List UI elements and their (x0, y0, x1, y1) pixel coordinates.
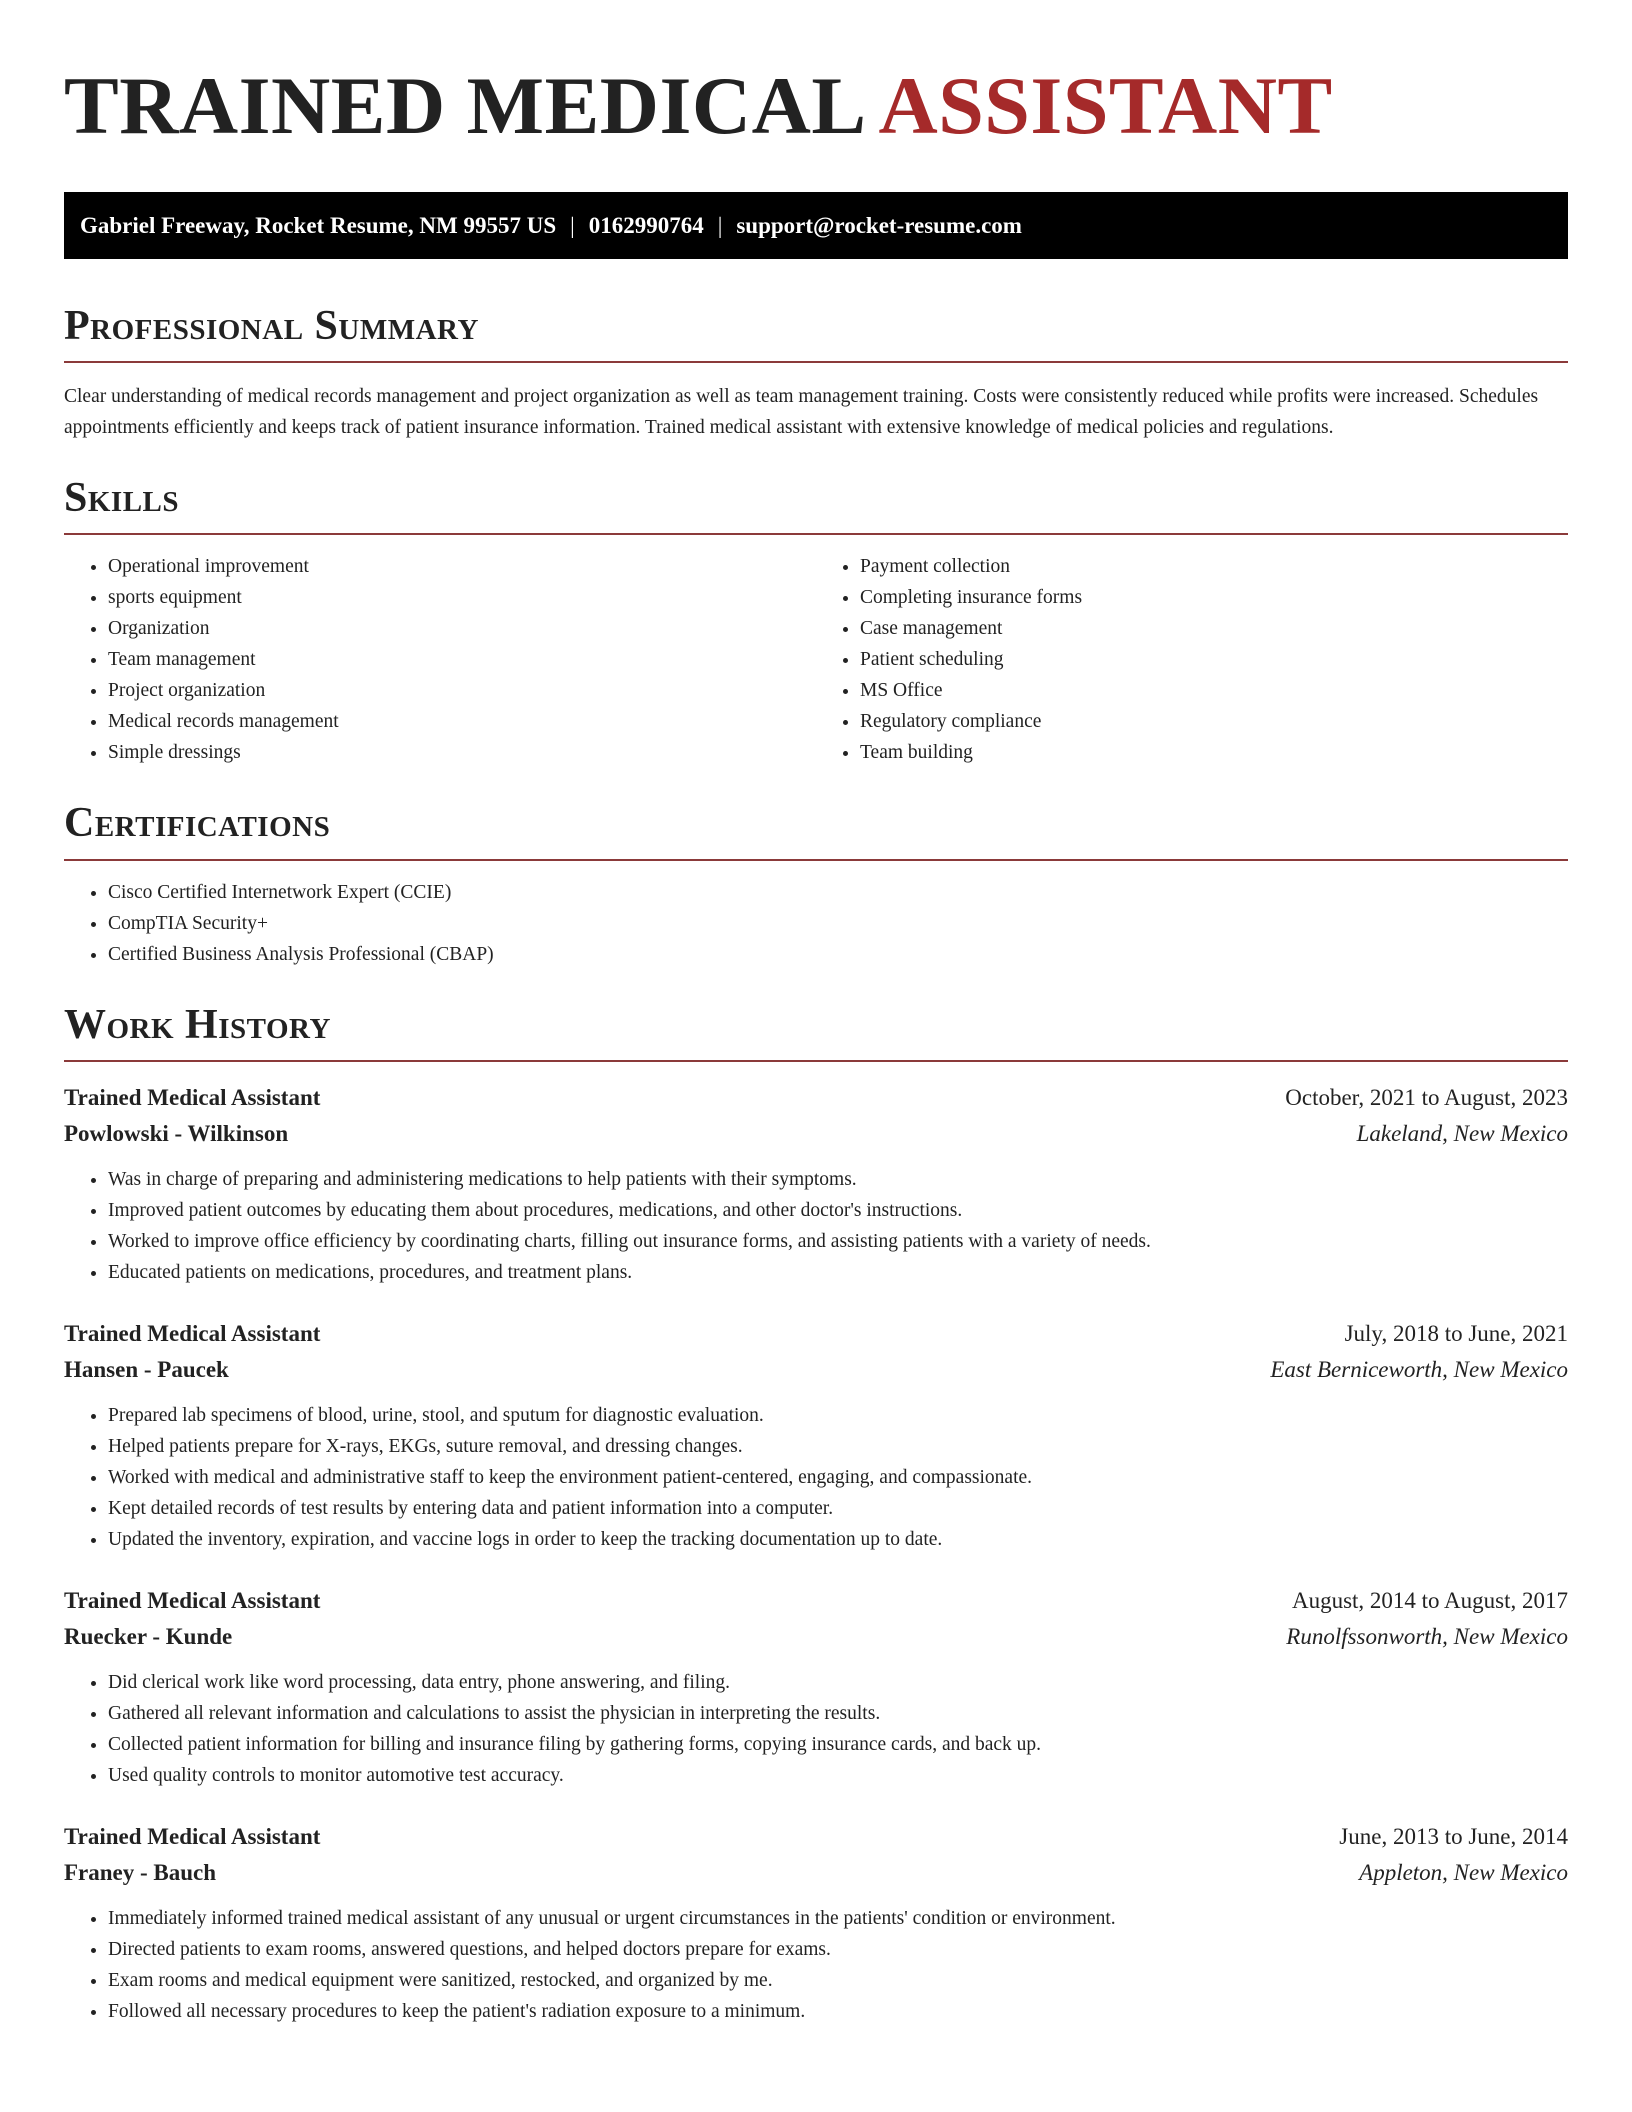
job-title: Trained Medical Assistant (64, 1587, 321, 1613)
job-duty: • Immediately informed trained medical assistant of any unusual or urgent circumstances in the patients' condition or environment. (108, 1903, 1568, 1934)
resume-title (64, 56, 1568, 156)
contact-email: support@rocket-resume.com (736, 212, 1022, 238)
job-duty: • Helped patients prepare for X-rays, EKGs, suture removal, and dressing changes. (108, 1431, 1568, 1462)
job-duty: • Kept detailed records of test results by entering data and patient information into a computer. (108, 1493, 1568, 1524)
contact-separator: | (717, 212, 723, 238)
summary-section (64, 303, 1568, 443)
job-duty: • Was in charge of preparing and administering medications to help patients with their symptoms. (108, 1164, 1568, 1195)
skill-item: • Organization (108, 613, 816, 644)
job-entry (64, 1819, 1568, 2027)
job-header-row (64, 1080, 1568, 1116)
contact-phone: 0162990764 (588, 212, 704, 238)
certification-item: • Certified Business Analysis Professional (CBAP) (108, 939, 1568, 970)
skill-item: • Completing insurance forms (860, 582, 1568, 613)
job-duty: • Did clerical work like word processing, data entry, phone answering, and filing. (108, 1667, 1568, 1698)
job-title: Trained Medical Assistant (64, 1084, 321, 1110)
skill-item: • sports equipment (108, 582, 816, 613)
job-header-row (64, 1583, 1568, 1619)
contact-address: Gabriel Freeway, Rocket Resume, NM 99557 US (80, 212, 557, 238)
job-company: Ruecker - Kunde (64, 1623, 233, 1649)
skill-item: • Medical records management (108, 706, 816, 737)
job-company-row (64, 1116, 1568, 1152)
job-dates: July, 2018 to June, 2021 (1344, 1320, 1568, 1346)
skill-item: • Team management (108, 644, 816, 675)
job-title: Trained Medical Assistant (64, 1320, 321, 1346)
skills-list-right (816, 551, 1568, 768)
skill-item: • Regulatory compliance (860, 706, 1568, 737)
job-entry (64, 1583, 1568, 1791)
section-heading-summary: Professional Summary (64, 303, 1568, 363)
section-heading-work: Work History (64, 1002, 1568, 1062)
work-history-section (64, 1002, 1568, 2027)
certification-item: • CompTIA Security+ (108, 908, 1568, 939)
job-duty: • Exam rooms and medical equipment were sanitized, restocked, and organized by me. (108, 1965, 1568, 1996)
job-duty: • Worked to improve office efficiency by coordinating charts, filling out insurance forms, and assisting patients with a variety of needs. (108, 1226, 1568, 1257)
skill-item: • MS Office (860, 675, 1568, 706)
job-company: Hansen - Paucek (64, 1356, 229, 1382)
job-duty: • Gathered all relevant information and calculations to assist the physician in interpreting the results. (108, 1698, 1568, 1729)
skill-item: • Payment collection (860, 551, 1568, 582)
job-duty: • Followed all necessary procedures to keep the patient's radiation exposure to a minimum. (108, 1996, 1568, 2027)
job-entry (64, 1080, 1568, 1288)
job-location: Runolfssonworth, New Mexico (1286, 1623, 1568, 1649)
job-header-row (64, 1316, 1568, 1352)
job-company: Powlowski - Wilkinson (64, 1120, 289, 1146)
certification-item: • Cisco Certified Internetwork Expert (CCIE) (108, 877, 1568, 908)
job-duty: • Used quality controls to monitor automotive test accuracy. (108, 1760, 1568, 1791)
job-duties-list (64, 1164, 1568, 1288)
job-duty: • Directed patients to exam rooms, answered questions, and helped doctors prepare for exams. (108, 1934, 1568, 1965)
job-duty: • Improved patient outcomes by educating them about procedures, medications, and other doctor's instructions. (108, 1195, 1568, 1226)
job-entry (64, 1316, 1568, 1555)
skill-item: • Patient scheduling (860, 644, 1568, 675)
job-duty: • Worked with medical and administrative staff to keep the environment patient-centered, engaging, and compassionate. (108, 1462, 1568, 1493)
job-duty: • Updated the inventory, expiration, and vaccine logs in order to keep the tracking documentation up to date. (108, 1524, 1568, 1555)
job-location: Lakeland, New Mexico (1356, 1120, 1568, 1146)
summary-text: Clear understanding of medical records management and project organization as well as team management training. Costs were consistently reduced while profits were increased. Schedules appointments efficiently and keeps track of patient insurance information. Trained medical assistant with extensive knowledge of medical policies and regulations. (64, 386, 1539, 439)
job-company-row (64, 1619, 1568, 1655)
certifications-list (64, 877, 1568, 970)
skills-list-left (64, 551, 816, 768)
job-title: Trained Medical Assistant (64, 1823, 321, 1849)
skill-item: • Case management (860, 613, 1568, 644)
job-company: Franey - Bauch (64, 1859, 217, 1885)
job-company-row (64, 1352, 1568, 1388)
title-main: TRAINED MEDICAL (64, 60, 862, 151)
section-heading-certifications: Certifications (64, 800, 1568, 860)
contact-bar (64, 192, 1568, 259)
job-duty: • Collected patient information for billing and insurance filing by gathering forms, copying insurance cards, and back up. (108, 1729, 1568, 1760)
job-location: Appleton, New Mexico (1359, 1859, 1568, 1885)
contact-separator: | (570, 212, 575, 238)
job-dates: August, 2014 to August, 2017 (1291, 1587, 1568, 1613)
job-duties-list (64, 1903, 1568, 2027)
job-duties-list (64, 1667, 1568, 1791)
job-duty: • Educated patients on medications, procedures, and treatment plans. (108, 1257, 1568, 1288)
job-duties-list (64, 1400, 1568, 1555)
skills-section (64, 475, 1568, 768)
job-dates: June, 2013 to June, 2014 (1339, 1823, 1568, 1849)
skill-item: • Operational improvement (108, 551, 816, 582)
job-company-row (64, 1855, 1568, 1891)
skill-item: • Project organization (108, 675, 816, 706)
job-duty: • Prepared lab specimens of blood, urine, stool, and sputum for diagnostic evaluation. (108, 1400, 1568, 1431)
job-dates: October, 2021 to August, 2023 (1285, 1084, 1568, 1110)
title-accent: ASSISTANT (878, 60, 1333, 151)
skill-item: • Team building (860, 737, 1568, 768)
section-heading-skills: Skills (64, 475, 1568, 535)
certifications-section (64, 800, 1568, 969)
job-location: East Berniceworth, New Mexico (1270, 1356, 1568, 1382)
job-header-row (64, 1819, 1568, 1855)
skill-item: • Simple dressings (108, 737, 816, 768)
skills-grid (64, 551, 1568, 768)
